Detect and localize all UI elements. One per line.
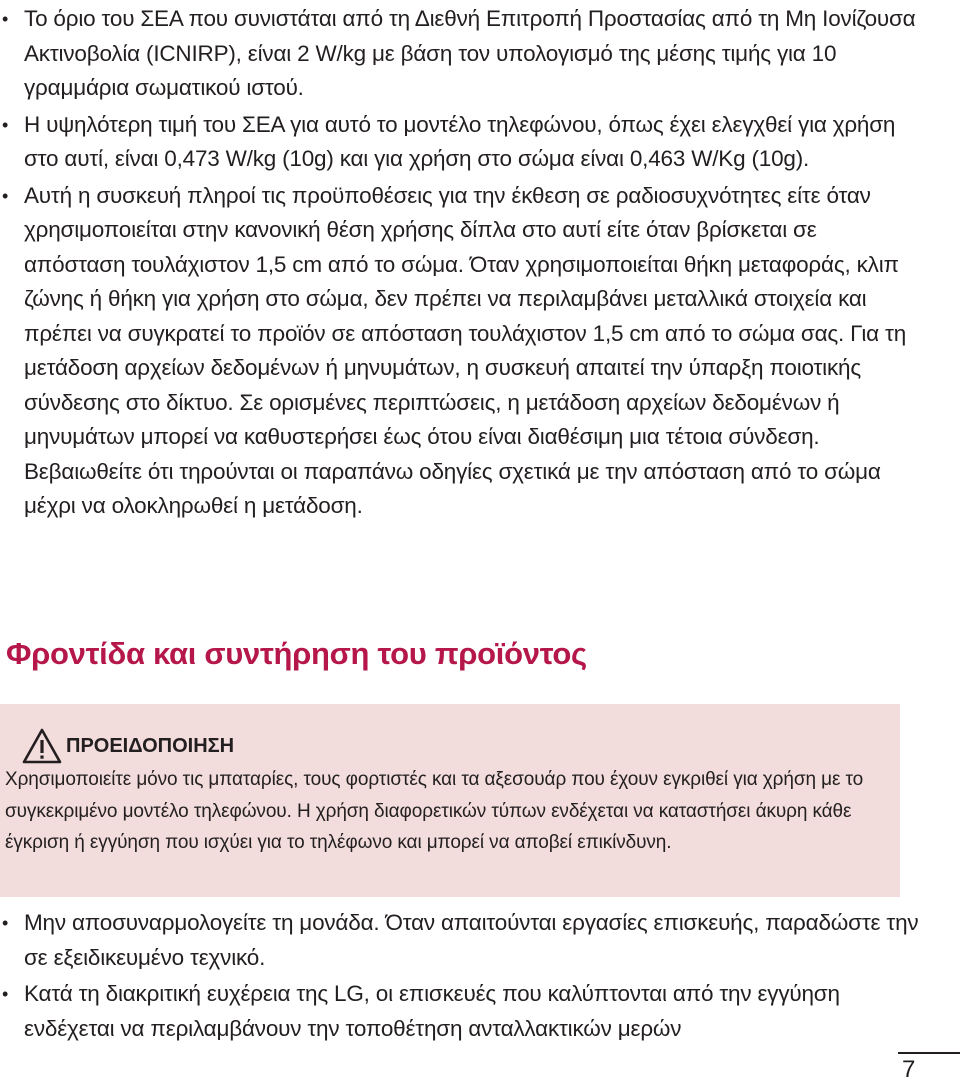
list-item bbox=[0, 179, 920, 524]
list-item-text: Η υψηλότερη τιμή του ΣΕΑ για αυτό το μοντέλο τηλεφώνου, όπως έχει ελεγχθεί για χρήση στο αυτί, είναι 0,473 W/kg (10g) και για χρήση στο σώμα είναι 0,463 W/Kg (10g). bbox=[24, 111, 896, 171]
bullet: • bbox=[2, 913, 9, 933]
warning-label: ΠΡΟΕΙΔΟΠΟΙΗΣΗ bbox=[66, 734, 235, 757]
bullet: • bbox=[2, 185, 9, 206]
bullet: • bbox=[2, 9, 9, 29]
list-item bbox=[0, 977, 920, 1046]
list-item-text: Αυτή η συσκευή πληροί τις προϋποθέσεις για την έκθεση σε ραδιοσυχνότητες είτε όταν χρησιμοποιείται στην κανονική θέση χρήσης δίπλα στο αυτί είτε όταν βρίσκεται σε απόσταση τουλάχιστον 1,5 cm από το σώμα. Όταν χρησιμοποιείται θήκη μεταφοράς, κλιπ ζώνης ή θήκη για χρήση στο σώμα, δεν πρέπει να περιλαμβάνει μεταλλικά στοιχεία και πρέπει να συγκρατεί το προϊόν σε απόσταση τουλάχιστον 1,5 cm από το σώμα σας. Για τη μετάδοση αρχείων δεδομένων ή μηνυμάτων, η συσκευή απαιτεί την ύπαρξη ποιοτικής σύνδεσης στο δίκτυο. Σε ορισμένες περιπτώσεις, η μετάδοση αρχείων δεδομένων ή μηνυμάτων μπορεί να καθυστερήσει έως ότου είναι διαθέσιμη μια τέτοια σύνδεση. Βεβαιωθείτε ότι τηρούνται οι παραπάνω οδηγίες σχετικά με την απόσταση από το σώμα μέχρι να ολοκληρωθεί η μετάδοση. bbox=[24, 182, 907, 518]
warning-triangle-icon bbox=[22, 728, 62, 764]
page-number: 7 bbox=[902, 1056, 916, 1083]
bullet: • bbox=[2, 114, 9, 135]
warning-header bbox=[22, 726, 234, 766]
warning-text: Χρησιμοποιείτε μόνο τις μπαταρίες, τους φορτιστές και τα αξεσουάρ που έχουν εγκριθεί για χρήση με το συγκεκριμένο μοντέλο τηλεφώνου. Η χρήση διαφορετικών τύπων ενδέχεται να καταστήσει άκυρη κάθε έγκριση ή εγγύηση που ισχύει για το τηλέφωνο και μπορεί να αποβεί επικίνδυνη. bbox=[5, 769, 864, 853]
sar-info-list bbox=[0, 2, 920, 526]
care-instructions-list bbox=[0, 906, 920, 1048]
list-item-text: Το όριο του ΣΕΑ που συνιστάται από τη Διεθνή Επιτροπή Προστασίας από τη Μη Ιονίζουσα Ακτινοβολία (ICNIRP), είναι 2 W/kg με βάση τον υπολογισμό της μέσης τιμής για 10 γραμμάρια σωματικού ιστού. bbox=[24, 6, 916, 100]
list-item-text: Κατά τη διακριτική ευχέρεια της LG, οι επισκευές που καλύπτονται από την εγγύηση ενδέχεται να περιλαμβάνουν την τοποθέτηση ανταλλακτικών μερών bbox=[24, 981, 840, 1041]
list-item bbox=[0, 108, 920, 177]
list-item bbox=[0, 906, 920, 975]
page-number-rule bbox=[898, 1052, 960, 1054]
bullet: • bbox=[2, 984, 9, 1004]
list-item bbox=[0, 2, 920, 106]
section-title: Φροντίδα και συντήρηση του προϊόντος bbox=[6, 636, 587, 671]
list-item-text: Μην αποσυναρμολογείτε τη μονάδα. Όταν απαιτούνται εργασίες επισκευής, παραδώστε την σε εξειδικευμένο τεχνικό. bbox=[24, 910, 919, 970]
warning-box bbox=[0, 704, 900, 897]
